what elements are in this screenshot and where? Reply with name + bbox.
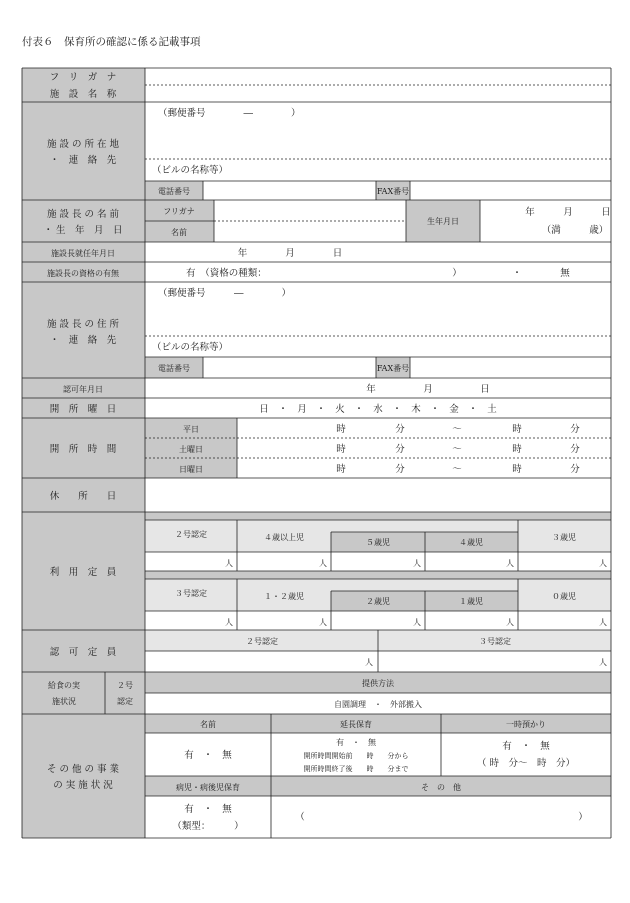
capacity-age2-label: ２歳児 [366, 597, 390, 606]
capacity-unit: 人 [225, 559, 233, 568]
capacity-unit: 人 [319, 618, 327, 627]
extended-end-time: 開所時間終了後 時 分まで [303, 765, 409, 773]
capacity-age3-label: ３歳児 [552, 533, 576, 542]
facility-building-field: （ビルの名称等） [152, 165, 229, 176]
open-hours-label: 開 所 時 間 [49, 444, 117, 455]
closed-days-label: 休 所 日 [49, 491, 117, 502]
capacity-unit: 人 [599, 618, 607, 627]
open-days-field: 日 ・ 月 ・ 火 ・ 水 ・ 木 ・ 金 ・ 土 [259, 404, 497, 415]
meal-label: 給食の実 [48, 681, 80, 690]
furigana-label: フ リ ガ ナ [49, 72, 117, 83]
director-birthdate-label: 生年月日 [427, 217, 459, 226]
facility-tel-label: 電話番号 [158, 187, 190, 196]
director-contact-label: ・ 連 絡 先 [49, 335, 117, 346]
open-hours-day: 日曜日 [179, 465, 203, 474]
open-hours-start-hour: 時 [336, 464, 346, 475]
extended-yes-no: 有 ・ 無 [336, 738, 376, 747]
director-address-label: 施 設 長 の 住 所 [46, 319, 120, 330]
capacity-label: 利 用 定 員 [49, 567, 117, 578]
open-hours-start-hour: 時 [336, 424, 346, 435]
director-name-label: 施 設 長 の 名 前 [46, 209, 120, 220]
director-postal-field: （郵便番号 ― ） [158, 288, 292, 299]
label-cell [22, 672, 145, 714]
misc-column: そ の 他 [421, 783, 461, 792]
label-cell [145, 512, 611, 520]
open-hours-tilde: ～ [452, 464, 462, 475]
facility-fax-label: FAX番号 [376, 187, 410, 196]
director-age-field: （満 歳） [541, 225, 609, 236]
capacity-age4-label: ４歳児 [459, 538, 483, 547]
approval-date-field: 年 月 日 [366, 384, 490, 395]
open-hours-tilde: ～ [452, 424, 462, 435]
misc-open-paren: （ [295, 812, 305, 823]
capacity-age0-label: ０歳児 [552, 592, 576, 601]
qualification-close: ） [452, 268, 462, 279]
capacity-unit: 人 [225, 618, 233, 627]
open-hours-start-minute: 分 [395, 444, 405, 455]
licensed-capacity-label: 認 可 定 員 [49, 647, 117, 658]
open-hours-end-minute: 分 [570, 464, 580, 475]
meal-method-field: 自園調理 ・ 外部搬入 [334, 700, 422, 709]
capacity-age5-label: ５歳児 [366, 538, 390, 547]
extended-care-column: 延長保育 [340, 720, 372, 729]
temporary-yes-no: 有 ・ 無 [502, 741, 550, 752]
extended-start-time: 開所時間開始前 時 分から [303, 752, 409, 760]
meal-cert-label-2: 認定 [117, 697, 133, 706]
open-hours-day: 平日 [183, 425, 199, 434]
appointed-date-field: 年 月 日 [237, 248, 343, 259]
director-tel-label: 電話番号 [158, 364, 190, 373]
qualification-label: 施設長の資格の有無 [47, 269, 119, 278]
open-hours-end-hour: 時 [512, 464, 522, 475]
label-cell [331, 532, 518, 552]
qualification-separator: ・ [512, 268, 522, 279]
other-yes-no: 有 ・ 無 [184, 750, 232, 761]
label-cell [22, 102, 145, 200]
label-cell [22, 282, 145, 378]
open-hours-end-hour: 時 [512, 444, 522, 455]
other-programs-status-label: の 実 施 状 況 [53, 780, 113, 791]
label-cell [331, 591, 518, 611]
meal-cert-label: ２号 [117, 681, 133, 690]
temporary-care-column: 一時預かり [506, 720, 546, 729]
sick-child-type: （類型： ） [172, 821, 244, 832]
open-hours-tilde: ～ [452, 444, 462, 455]
director-name-field-label: 名前 [171, 228, 187, 237]
licensed-type2-label: ２号認定 [246, 637, 278, 646]
meal-method-label: 提供方法 [362, 679, 394, 688]
capacity-type3-label: ３号認定 [175, 589, 207, 598]
qualification-yes: 有 （資格の種類： [186, 268, 267, 279]
open-hours-end-hour: 時 [512, 424, 522, 435]
sick-child-yes-no: 有 ・ 無 [184, 804, 232, 815]
director-birthdate-field: 年 月 日 [525, 207, 611, 218]
open-hours-end-minute: 分 [570, 444, 580, 455]
meal-status-label: 施状況 [52, 697, 76, 706]
licensed-type3-label: ３号認定 [479, 637, 511, 646]
open-hours-start-minute: 分 [395, 464, 405, 475]
capacity-unit: 人 [319, 559, 327, 568]
director-fax-label: FAX番号 [376, 364, 410, 373]
capacity-unit: 人 [413, 559, 421, 568]
capacity-unit: 人 [413, 618, 421, 627]
capacity-unit: 人 [506, 618, 514, 627]
capacity-unit: 人 [506, 559, 514, 568]
facility-contact-label: ・ 連 絡 先 [49, 155, 117, 166]
director-building-field: （ビルの名称等） [152, 342, 229, 353]
sick-child-care-column: 病児・病後児保育 [176, 783, 240, 792]
approval-date-label: 認可年月日 [63, 385, 103, 394]
capacity-type2-label: ２号認定 [175, 530, 207, 539]
capacity-age12-label: １・２歳児 [264, 592, 304, 601]
temporary-time: （ 時 分～ 時 分） [476, 758, 576, 769]
other-name-column: 名前 [200, 720, 216, 729]
document-title: 付表６ 保育所の確認に係る記載事項 [22, 36, 201, 48]
licensed-type3-unit: 人 [599, 658, 607, 667]
appointed-date-label: 施設長就任年月日 [51, 249, 115, 258]
label-cell [145, 571, 611, 579]
qualification-no: 無 [560, 268, 570, 279]
director-birth-label: ・ 生 年 月 日 [43, 225, 123, 236]
open-hours-day: 土曜日 [179, 445, 203, 454]
label-cell [331, 520, 518, 532]
open-days-label: 開 所 曜 日 [49, 404, 117, 415]
label-cell [22, 714, 145, 838]
licensed-type2-unit: 人 [365, 658, 373, 667]
misc-close-paren: ） [578, 812, 588, 823]
other-programs-label: そ の 他 の 事 業 [46, 764, 120, 775]
open-hours-end-minute: 分 [570, 424, 580, 435]
director-furigana-label: フリガナ [163, 207, 195, 216]
open-hours-start-hour: 時 [336, 444, 346, 455]
capacity-age1-label: １歳児 [459, 597, 483, 606]
facility-name-label: 施 設 名 称 [49, 89, 117, 100]
capacity-unit: 人 [599, 559, 607, 568]
open-hours-start-minute: 分 [395, 424, 405, 435]
facility-address-label: 施 設 の 所 在 地 [46, 139, 120, 150]
facility-postal-field: （郵便番号 ― ） [158, 108, 301, 119]
label-cell [331, 579, 518, 591]
capacity-over4-label: ４歳以上児 [264, 533, 304, 542]
